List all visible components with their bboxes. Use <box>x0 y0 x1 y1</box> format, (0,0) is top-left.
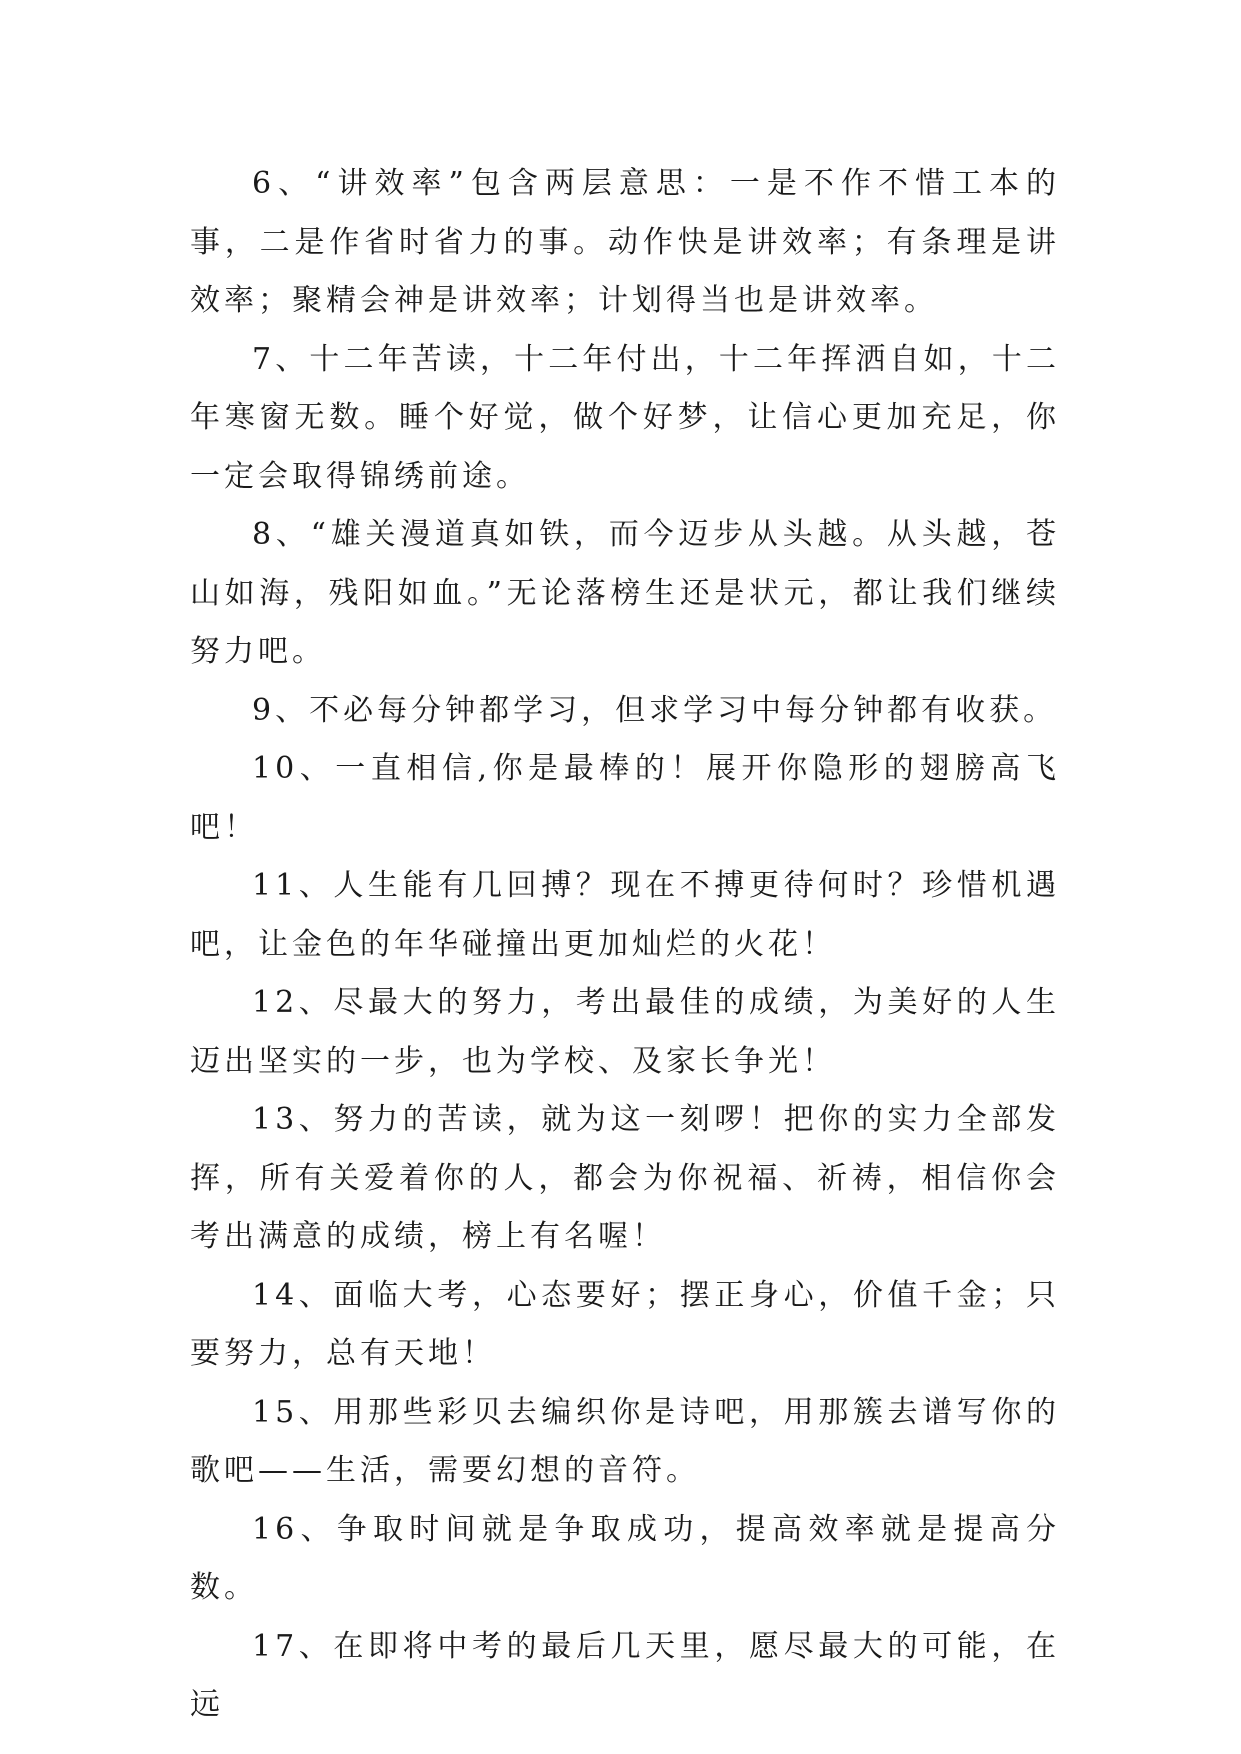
paragraph-11: 11、人生能有几回搏？现在不搏更待何时？珍惜机遇吧，让金色的年华碰撞出更加灿烂的火花！ <box>190 868 1060 962</box>
paragraph-14: 14、面临大考，心态要好；摆正身心，价值千金；只要努力，总有天地！ <box>190 1277 1060 1371</box>
paragraph-6: 6、“讲效率”包含两层意思：一是不作不惜工本的事，二是作省时省力的事。动作快是讲效率；有条理是讲效率；聚精会神是讲效率；计划得当也是讲效率。 <box>190 166 1060 318</box>
paragraph-12: 12、尽最大的努力，考出最佳的成绩，为美好的人生迈出坚实的一步，也为学校、及家长争光！ <box>190 985 1060 1079</box>
paragraph-16: 16、争取时间就是争取成功，提高效率就是提高分数。 <box>190 1511 1060 1605</box>
paragraph-9: 9、不必每分钟都学习，但求学习中每分钟都有收获。 <box>252 692 1058 728</box>
paragraph-17: 17、在即将中考的最后几天里，愿尽最大的可能，在远 <box>190 1628 1060 1722</box>
paragraph-7: 7、十二年苦读，十二年付出，十二年挥洒自如，十二年寒窗无数。睡个好觉，做个好梦，让信心更加充足，你一定会取得锦绣前途。 <box>190 341 1060 494</box>
paragraph-8: 8、“雄关漫道真如铁，而今迈步从头越。从头越，苍山如海，残阳如血。”无论落榜生还是状元，都让我们继续努力吧。 <box>190 517 1060 669</box>
paragraph-10: 10、一直相信,你是最棒的！展开你隐形的翅膀高飞吧！ <box>190 751 1060 845</box>
paragraph-15: 15、用那些彩贝去编织你是诗吧，用那簇去谱写你的歌吧——生活，需要幻想的音符。 <box>190 1394 1060 1488</box>
document-body <box>190 155 1060 1735</box>
paragraph-13: 13、努力的苦读，就为这一刻啰！把你的实力全部发挥，所有关爱着你的人，都会为你祝福、祈祷，相信你会考出满意的成绩，榜上有名喔！ <box>190 1102 1060 1254</box>
